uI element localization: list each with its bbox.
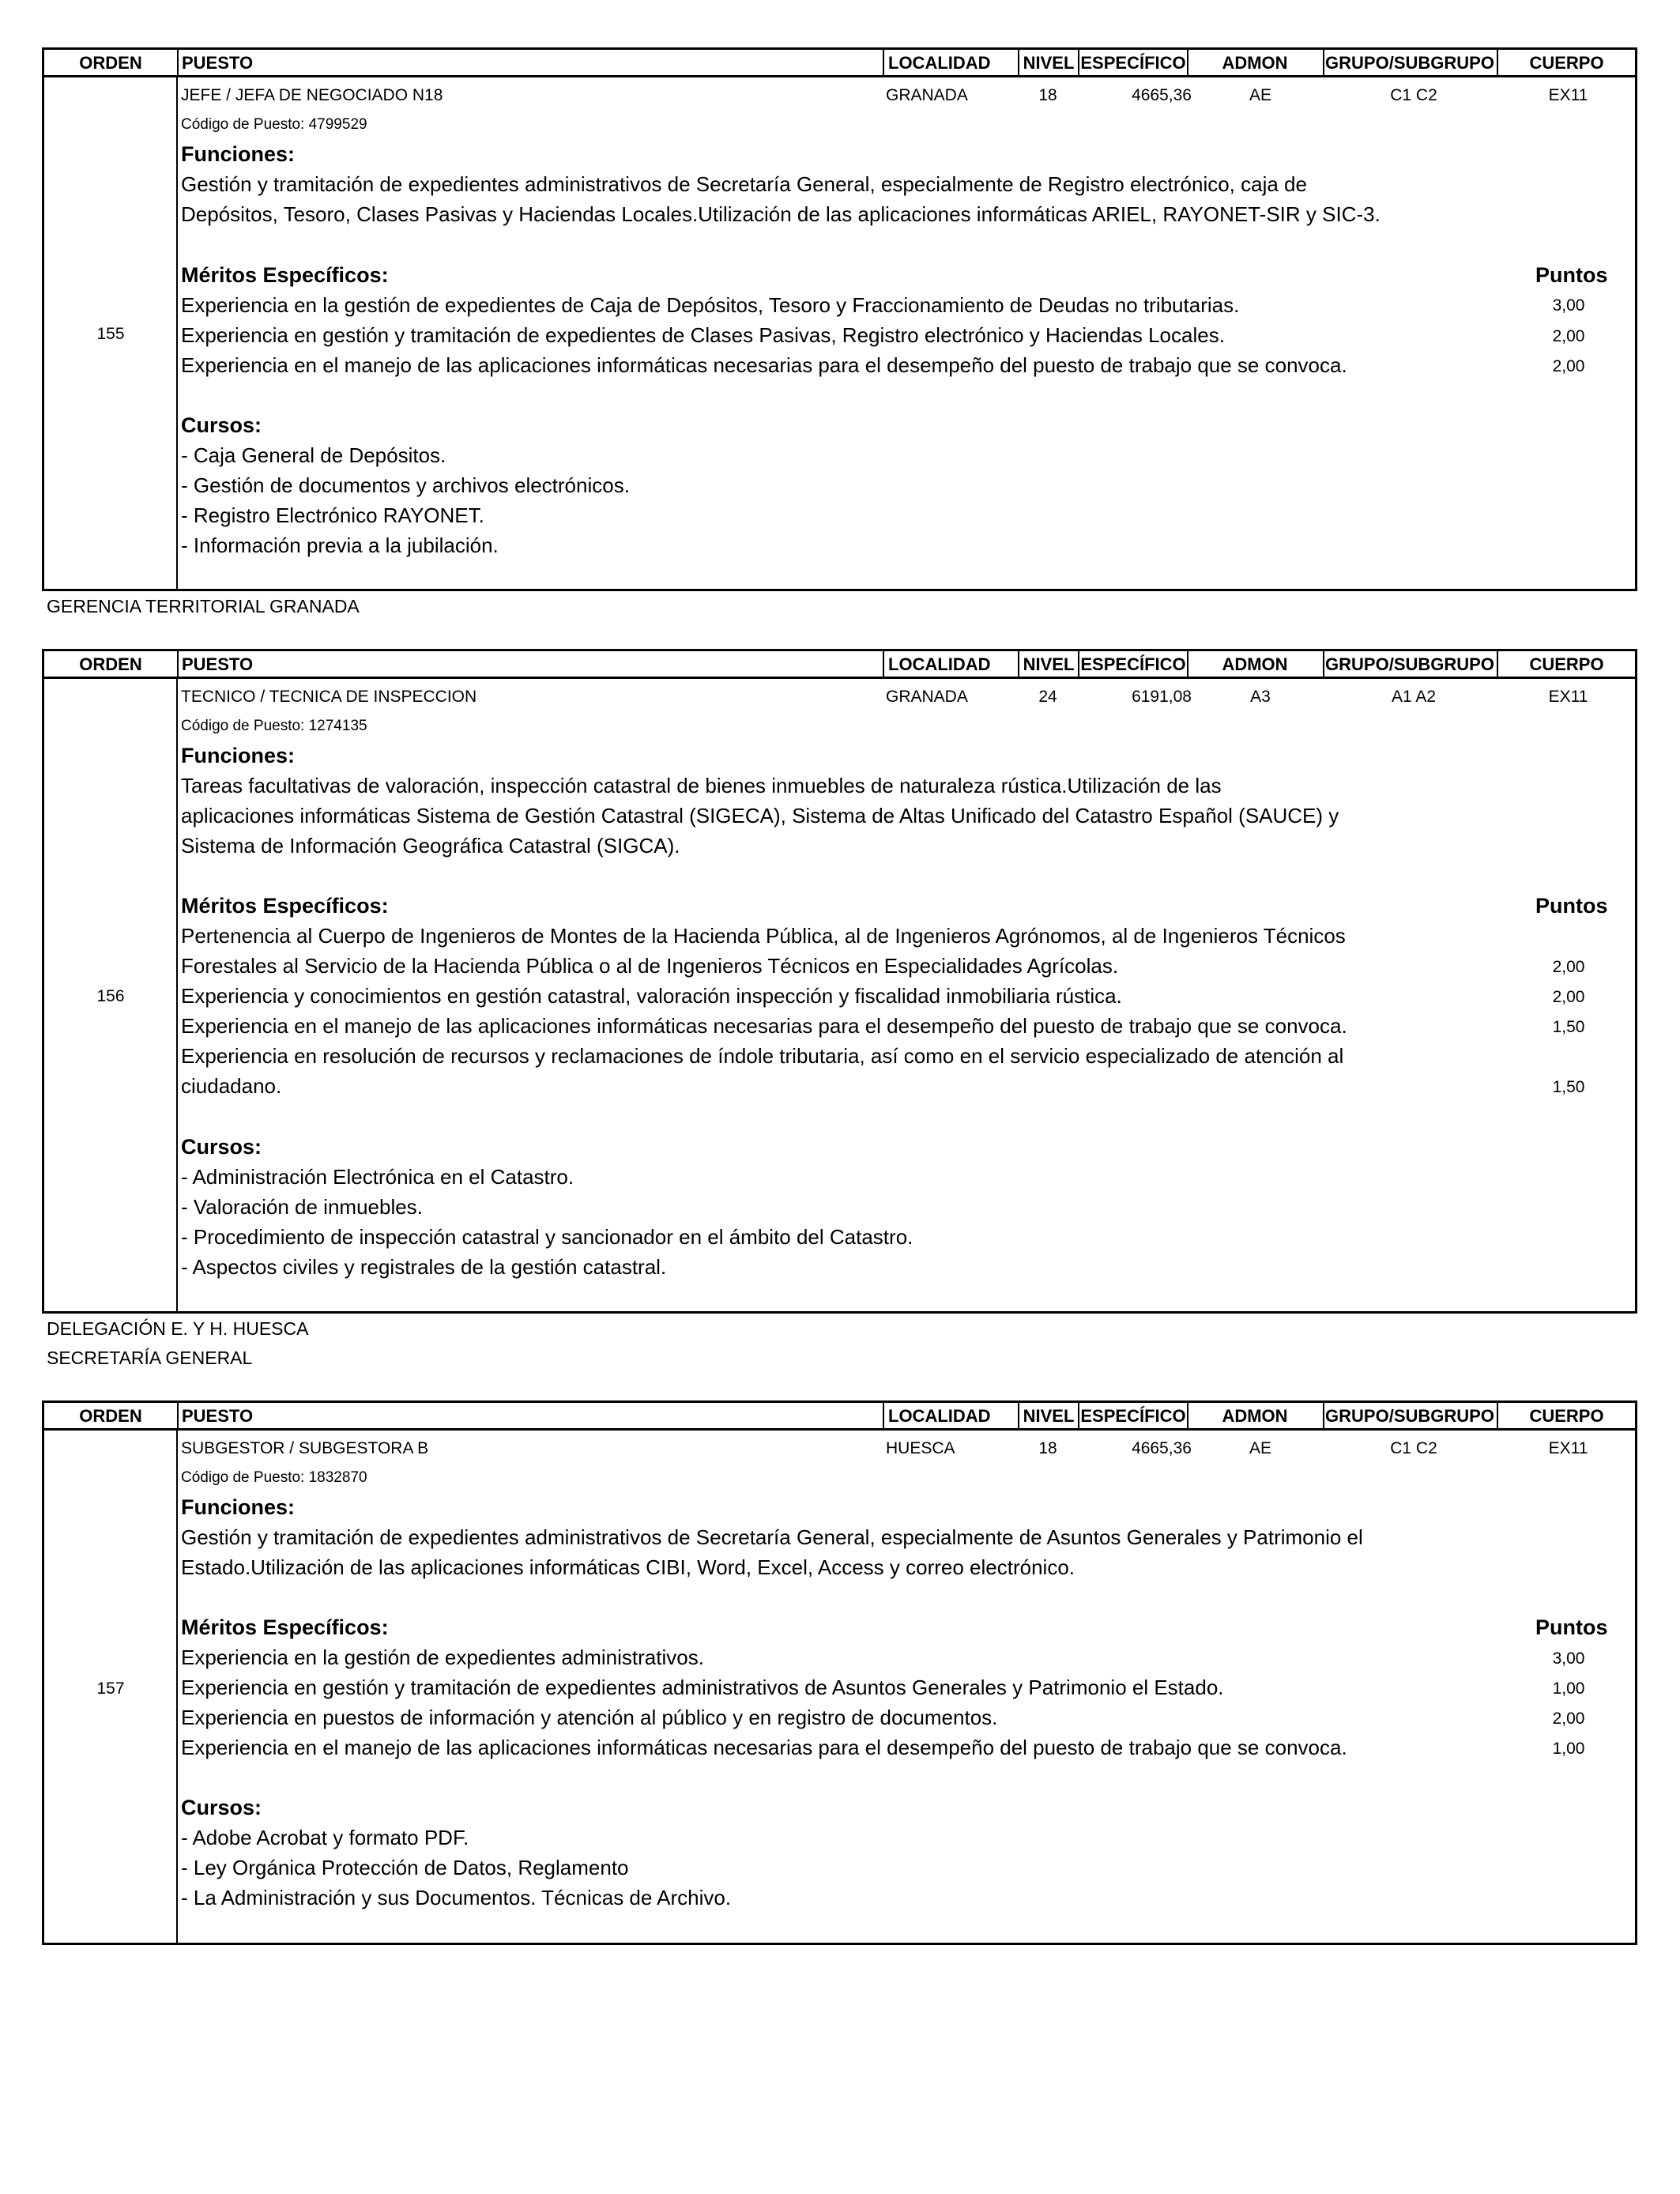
curso-item: - Caja General de Depósitos. xyxy=(181,443,446,467)
admon-value: A3 xyxy=(1250,688,1271,706)
funciones-line: Estado.Utilización de las aplicaciones informáticas CIBI, Word, Excel, Access y correo electrónico. xyxy=(181,1555,1075,1579)
orden-number: 155 xyxy=(96,325,125,343)
cuerpo-value: EX11 xyxy=(1548,1439,1588,1457)
col-cuerpo: CUERPO xyxy=(1529,53,1604,73)
merito-puntos: 1,50 xyxy=(1552,1018,1585,1036)
merito-line: Experiencia en el manejo de las aplicaciones informáticas necesarias para el desempeño del puesto de trabajo que se convoca. xyxy=(181,1014,1347,1038)
curso-item: - Gestión de documentos y archivos electrónicos. xyxy=(181,473,630,497)
table-header xyxy=(42,649,1637,679)
col-orden: ORDEN xyxy=(79,654,142,674)
puesto-title: SUBGESTOR / SUBGESTORA B xyxy=(181,1439,429,1457)
merito-line: ciudadano. xyxy=(181,1074,282,1098)
merito-puntos: 1,50 xyxy=(1552,1078,1585,1096)
curso-item: - Registro Electrónico RAYONET. xyxy=(181,503,484,527)
admon-value: AE xyxy=(1249,86,1271,104)
puesto-title: JEFE / JEFA DE NEGOCIADO N18 xyxy=(181,86,443,104)
merito-puntos: 2,00 xyxy=(1552,958,1585,976)
nivel-value: 18 xyxy=(1038,1439,1057,1457)
funciones-label: Funciones: xyxy=(181,1495,296,1519)
merito-line: Experiencia en la gestión de expedientes administrativos. xyxy=(181,1646,704,1669)
col-cuerpo: CUERPO xyxy=(1529,1406,1604,1426)
divider xyxy=(883,50,884,75)
col-grupo: GRUPO/SUBGRUPO xyxy=(1325,654,1494,674)
merito-line: Experiencia en resolución de recursos y reclamaciones de índole tributaria, así como en el servicio especializado de atención al xyxy=(181,1044,1344,1068)
funciones-line: Tareas facultativas de valoración, inspección catastral de bienes inmuebles de naturaleza rústica.Utilización de las xyxy=(181,774,1222,797)
table-header xyxy=(42,1400,1637,1431)
col-especifico: ESPECÍFICO xyxy=(1080,1406,1186,1426)
col-grupo: GRUPO/SUBGRUPO xyxy=(1325,53,1494,73)
curso-item: - Ley Orgánica Protección de Datos, Reglamento xyxy=(181,1856,629,1879)
col-nivel: NIVEL xyxy=(1023,53,1075,73)
merito-puntos: 2,00 xyxy=(1552,357,1585,375)
curso-item: - Aspectos civiles y registrales de la gestión catastral. xyxy=(181,1255,667,1279)
funciones-label: Funciones: xyxy=(181,744,296,767)
especifico-value: 4665,36 xyxy=(1132,86,1192,104)
entry-bottom-border xyxy=(42,1943,1637,1945)
merito-line: Experiencia en el manejo de las aplicaciones informáticas necesarias para el desempeño del puesto de trabajo que se convoca. xyxy=(181,353,1347,377)
merito-puntos: 3,00 xyxy=(1552,296,1585,315)
section-heading: SECRETARÍA GENERAL xyxy=(47,1348,253,1368)
codigo-puesto: Código de Puesto: 1274135 xyxy=(181,718,367,734)
entry-bottom-border xyxy=(42,1311,1637,1314)
localidad-value: HUESCA xyxy=(886,1439,955,1457)
merito-line: Forestales al Servicio de la Hacienda Pública o al de Ingenieros Técnicos en Especialidades Agrícolas. xyxy=(181,954,1119,978)
divider xyxy=(177,50,179,75)
col-cuerpo: CUERPO xyxy=(1529,654,1604,674)
col-nivel: NIVEL xyxy=(1023,1406,1075,1426)
grupo-value: C1 C2 xyxy=(1390,86,1437,104)
col-admon: ADMON xyxy=(1222,53,1288,73)
codigo-puesto: Código de Puesto: 4799529 xyxy=(181,116,367,133)
orden-number: 157 xyxy=(96,1679,125,1698)
table-header xyxy=(42,47,1637,77)
merito-line: Experiencia en puestos de información y atención al público y en registro de documentos. xyxy=(181,1706,998,1729)
col-orden: ORDEN xyxy=(79,53,142,73)
especifico-value: 4665,36 xyxy=(1132,1439,1192,1457)
grupo-value: A1 A2 xyxy=(1391,688,1437,706)
puntos-label: Puntos xyxy=(1535,1615,1608,1639)
col-especifico: ESPECÍFICO xyxy=(1080,53,1186,73)
divider xyxy=(177,651,179,677)
col-puesto: PUESTO xyxy=(182,53,254,73)
funciones-line: Depósitos, Tesoro, Clases Pasivas y Haciendas Locales.Utilización de las aplicaciones informáticas ARIEL, RAYONET-SIR y SIC-3. xyxy=(181,202,1381,226)
col-nivel: NIVEL xyxy=(1023,654,1075,674)
merito-line: Experiencia en gestión y tramitación de expedientes de Clases Pasivas, Registro electrónico y Haciendas Locales. xyxy=(181,323,1225,347)
col-grupo: GRUPO/SUBGRUPO xyxy=(1325,1406,1494,1426)
puntos-label: Puntos xyxy=(1535,894,1608,918)
funciones-label: Funciones: xyxy=(181,142,296,166)
cursos-label: Cursos: xyxy=(181,1135,262,1159)
nivel-value: 24 xyxy=(1038,688,1057,706)
merito-line: Experiencia y conocimientos en gestión catastral, valoración inspección y fiscalidad inmobiliaria rústica. xyxy=(181,984,1122,1008)
localidad-value: GRANADA xyxy=(886,688,968,706)
col-localidad: LOCALIDAD xyxy=(888,1406,991,1426)
funciones-line: aplicaciones informáticas Sistema de Gestión Catastral (SIGECA), Sistema de Altas Unificado del Catastro Español (SAUCE) y xyxy=(181,804,1339,827)
col-localidad: LOCALIDAD xyxy=(888,654,991,674)
nivel-value: 18 xyxy=(1038,86,1057,104)
merito-puntos: 2,00 xyxy=(1552,1710,1585,1728)
col-orden: ORDEN xyxy=(79,1406,142,1426)
puesto-title: TECNICO / TECNICA DE INSPECCION xyxy=(181,688,477,706)
merito-line: Pertenencia al Cuerpo de Ingenieros de Montes de la Hacienda Pública, al de Ingenieros Agrónomos, al de Ingenieros Técnicos xyxy=(181,924,1346,948)
admon-value: AE xyxy=(1249,1439,1271,1457)
curso-item: - Administración Electrónica en el Catastro. xyxy=(181,1165,574,1189)
col-especifico: ESPECÍFICO xyxy=(1080,654,1186,674)
funciones-line: Gestión y tramitación de expedientes administrativos de Secretaría General, especialmente de Registro electrónico, caja de xyxy=(181,172,1307,196)
meritos-label: Méritos Específicos: xyxy=(181,263,389,287)
puntos-label: Puntos xyxy=(1535,263,1608,287)
curso-item: - Valoración de inmuebles. xyxy=(181,1195,423,1219)
col-admon: ADMON xyxy=(1222,1406,1288,1426)
col-localidad: LOCALIDAD xyxy=(888,53,991,73)
localidad-value: GRANADA xyxy=(886,86,968,104)
merito-puntos: 1,00 xyxy=(1552,1740,1585,1758)
col-puesto: PUESTO xyxy=(182,1406,254,1426)
entry-bottom-border xyxy=(42,589,1637,591)
merito-line: Experiencia en gestión y tramitación de expedientes administrativos de Asuntos Generales y Patrimonio el Estado. xyxy=(181,1676,1224,1699)
curso-item: - La Administración y sus Documentos. Técnicas de Archivo. xyxy=(181,1886,732,1909)
curso-item: - Procedimiento de inspección catastral y sancionador en el ámbito del Catastro. xyxy=(181,1225,913,1249)
merito-line: Experiencia en el manejo de las aplicaciones informáticas necesarias para el desempeño del puesto de trabajo que se convoca. xyxy=(181,1736,1347,1759)
section-heading: DELEGACIÓN E. Y H. HUESCA xyxy=(47,1318,309,1339)
funciones-line: Gestión y tramitación de expedientes administrativos de Secretaría General, especialmente de Asuntos Generales y Patrimonio el xyxy=(181,1525,1363,1549)
codigo-puesto: Código de Puesto: 1832870 xyxy=(181,1469,367,1486)
merito-line: Experiencia en la gestión de expedientes de Caja de Depósitos, Tesoro y Fraccionamiento de Deudas no tributarias. xyxy=(181,293,1240,317)
merito-puntos: 2,00 xyxy=(1552,327,1585,345)
meritos-label: Méritos Específicos: xyxy=(181,1615,389,1639)
curso-item: - Adobe Acrobat y formato PDF. xyxy=(181,1826,469,1849)
col-puesto: PUESTO xyxy=(182,654,254,674)
cursos-label: Cursos: xyxy=(181,1796,262,1819)
cursos-label: Cursos: xyxy=(181,413,262,437)
especifico-value: 6191,08 xyxy=(1132,688,1192,706)
cuerpo-value: EX11 xyxy=(1548,688,1588,706)
orden-number: 156 xyxy=(96,987,125,1005)
merito-puntos: 2,00 xyxy=(1552,988,1585,1006)
cuerpo-value: EX11 xyxy=(1548,86,1588,104)
curso-item: - Información previa a la jubilación. xyxy=(181,533,499,557)
merito-puntos: 1,00 xyxy=(1552,1679,1585,1698)
divider xyxy=(177,1403,179,1428)
divider xyxy=(883,651,884,677)
funciones-line: Sistema de Información Geográfica Catastral (SIGCA). xyxy=(181,834,680,858)
col-admon: ADMON xyxy=(1222,654,1288,674)
grupo-value: C1 C2 xyxy=(1390,1439,1437,1457)
meritos-label: Méritos Específicos: xyxy=(181,894,389,918)
section-heading: GERENCIA TERRITORIAL GRANADA xyxy=(47,596,360,616)
merito-puntos: 3,00 xyxy=(1552,1649,1585,1668)
divider xyxy=(883,1403,884,1428)
